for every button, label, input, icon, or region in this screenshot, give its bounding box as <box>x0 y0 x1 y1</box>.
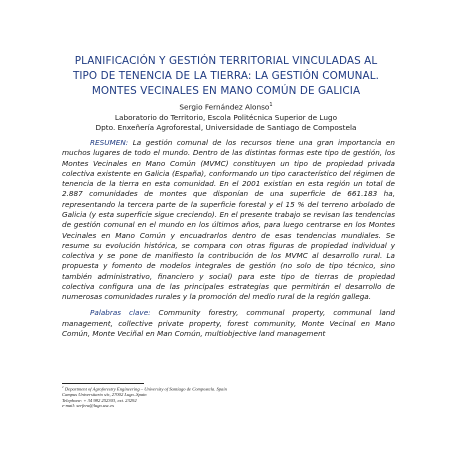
author-affiliation: Dpto. Enxeñería Agroforestal, Universidade de Santiago de Compostela <box>95 123 357 133</box>
author-affiliation: Laboratorio do Territorio, Escola Politécnica Superior de Lugo <box>114 112 338 122</box>
footnote-line: Telephone: + 34 982 252303, ext. 23292 <box>62 397 137 403</box>
footnote-mark: 1 <box>269 102 273 108</box>
title-line: MONTES VECINALES EN MANO COMÚN DE GALICIA <box>91 85 361 97</box>
keywords-text: Community forestry, communal property, communal land management, collective private property, forest community, Monte Vecinal en Mano Común, Monte Veciñal en Man Común, multiobjective land management <box>62 308 395 338</box>
author-name: Sergio Fernández Alonso$^1$ <box>179 102 273 112</box>
keywords <box>62 308 395 340</box>
abstract <box>62 138 395 303</box>
footnote-line: Campus Universitario s/n, 27002 Lugo–Spain <box>62 392 147 398</box>
footnote <box>62 385 342 409</box>
footnote-divider <box>62 383 144 384</box>
keywords-label: Palabras clave: <box>90 308 151 317</box>
title-line: TIPO DE TENENCIA DE LA TIERRA: LA GESTIÓN COMUNAL. <box>72 70 380 82</box>
abstract-text: La gestión comunal de los recursos tiene una gran importancia en muchos lugares de todo el mundo. Dentro de las distintas formas este tipo de gestión, los Montes Vecinales en Mano Común (MVMC) constituyen un tipo de propiedad privada colectiva existente en Galicia (España), conformando un tipo característico del régimen de tenencia de la tierra en esta comunidad. En el 2001 existían en esta región un total de 2.887 comunidades de montes que disponían de una superficie de 661.183 ha, representando la tercera parte de la superficie forestal y el 15 % del terreno arbolado de Galicia (y esta superficie sigue creciendo). En el presente trabajo se revisan las tendencias de gestión comunal en el mundo en los últimos años, para luego centrarse en los Montes Vecinales en Mano Común y encuadrarlos dentro de esas tendencias mundiales. Se resume su evolución histórica, se compara con otras figuras de propiedad individual y colectiva y se pone de manifiesto la contribución de los MVMC al desarrollo rural. La propuesta y fomento de modelos integrales de gestión (no solo de tipo técnico, sino también administrativo, financiero y social) para este tipo de tierras de propiedad colectiva configura una de las principales estrategias que permitirán el desarrollo de numerosas comunidades rurales y la promoción del medio rural de la región gallega. <box>62 138 395 302</box>
footnote-line: $^1$ Department of Agroforestry Engineering – University of Santiago de Compostela. Spain <box>62 385 227 392</box>
abstract-label: RESUMEN: <box>90 138 129 147</box>
footnote-mark: 1 <box>62 385 64 389</box>
paper-title <box>40 54 412 99</box>
author-block <box>40 100 412 134</box>
title-line: PLANIFICACIÓN Y GESTIÓN TERRITORIAL VINCULADAS AL <box>74 55 378 67</box>
footnote-line: e-mail: serfera@lugo.usc.es <box>62 403 115 409</box>
